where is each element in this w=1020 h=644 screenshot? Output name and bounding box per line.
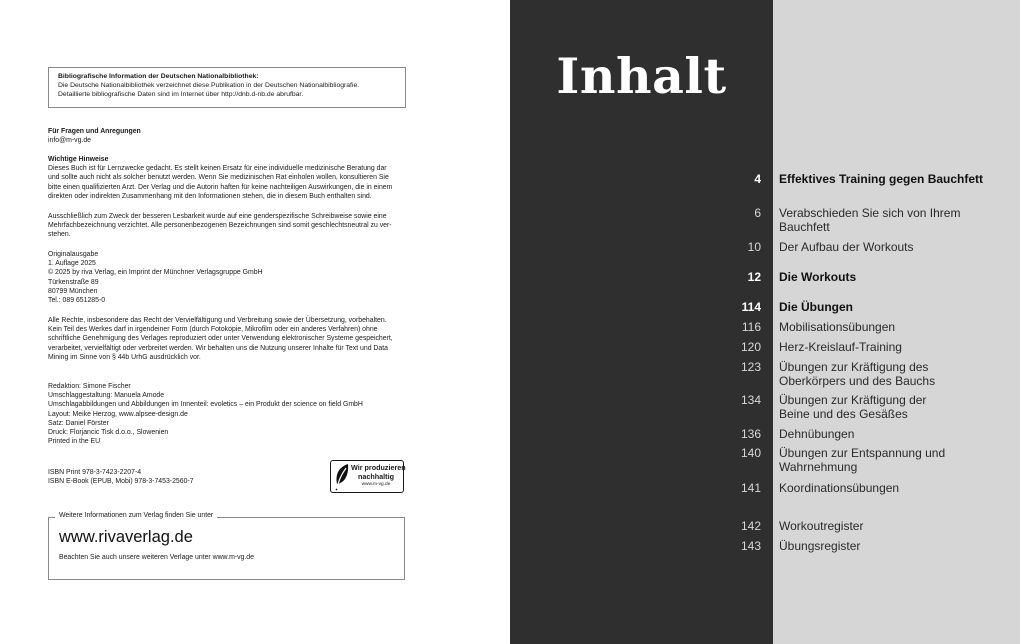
notes-heading: Wichtige Hinweise xyxy=(48,156,109,163)
bibliography-heading: Bibliografische Information der Deutschen Nationalbibliothek: xyxy=(58,73,259,80)
contact-block xyxy=(48,127,406,145)
toc-page-number: 136 xyxy=(740,427,761,441)
isbn-ebook: ISBN E-Book (EPUB, Mobi) 978-3-7453-2560-7 xyxy=(48,478,194,486)
toc-page-number: 12 xyxy=(747,270,761,284)
rights-line: Mining im Sinne von § 44b UrhG ausdrücklich vor. xyxy=(48,353,201,361)
toc-entry-label: Dehnübungen xyxy=(779,427,855,441)
contact-email[interactable]: info@m-vg.de xyxy=(48,137,91,145)
gender-note-block xyxy=(48,212,406,240)
notes-line: bitte einen qualifizierten Arzt. Der Verlag und die Autorin haften für keine nachteiligen Auswirkungen, die in einem xyxy=(48,183,393,191)
sustainability-text xyxy=(351,463,406,488)
credits-line: Satz: Daniel Förster xyxy=(48,419,109,427)
publisher-website-link[interactable]: www.rivaverlag.de xyxy=(59,528,193,546)
toc-page-number: 4 xyxy=(754,172,761,186)
gender-note-line: stehen. xyxy=(48,231,71,239)
toc-entry-label: Die Übungen xyxy=(779,300,853,314)
notes-line: und sollte auch nicht als solcher benutzt werden. Wenn Sie medizinischen Rat einholen wollen, konsultieren Sie xyxy=(48,174,389,182)
edition-line: © 2025 by riva Verlag, ein Imprint der Münchner Verlagsgruppe GmbH xyxy=(48,269,263,277)
edition-line: Türkenstraße 89 xyxy=(48,278,99,286)
contact-heading: Für Fragen und Anregungen xyxy=(48,128,141,135)
toc-entry-label: Koordinationsübungen xyxy=(779,481,900,495)
gender-note-line: Ausschließlich zum Zweck der besseren Lesbarkeit wurde auf eine genderspezifische Schreibweise sowie eine xyxy=(48,213,387,220)
credits-line: Redaktion: Simone Fischer xyxy=(48,383,131,390)
rights-line: schriftliche Genehmigung des Verlages reproduziert oder unter Verwendung elektronischer Systeme gespeichert, xyxy=(48,335,393,343)
notes-block xyxy=(48,155,406,201)
bibliography-line: Detaillierte bibliografische Daten sind im Internet über http://dnb.d-nb.de abrufbar. xyxy=(58,90,304,98)
bibliography-line: Die Deutsche Nationalbibliothek verzeichnet diese Publikation in der Deutschen Nationalbibliografie. xyxy=(58,81,360,89)
credits-line: Printed in the EU xyxy=(48,438,101,446)
toc-entry-label: Übungen zur Entspannung und Wahrnehmung xyxy=(779,446,946,474)
toc-page-number: 123 xyxy=(740,360,761,374)
publisher-info-note: Beachten Sie auch unsere weiteren Verlage unter www.m-vg.de xyxy=(59,554,254,561)
toc-entry-label: Die Workouts xyxy=(779,270,857,284)
edition-line: 80799 München xyxy=(48,287,98,295)
notes-line: direkten oder indirekten Zusammenhang mit den Informationen stehen, die in diesem Buch enthalten sind. xyxy=(48,192,372,200)
rights-line: verarbeitet, vervielfältigt oder verbreitet werden. Wir behalten uns die Nutzung unserer Inhalte für Text und Data xyxy=(48,344,388,352)
sustainability-badge xyxy=(330,460,404,493)
credits-line: Layout: Meike Herzog, www.alpsee-design.de xyxy=(48,410,188,418)
toc-page-number: 116 xyxy=(741,320,761,334)
toc-page-number: 114 xyxy=(741,300,761,314)
toc-page-number: 6 xyxy=(754,206,761,220)
credits-line: Druck: Florjancic Tisk d.o.o., Slowenien xyxy=(48,429,169,437)
rights-line: Alle Rechte, insbesondere das Recht der Vervielfältigung und Verbreitung sowie der Übersetzung, vorbehalten. xyxy=(48,317,387,324)
toc-entry-label: Verabschieden Sie sich von Ihrem Bauchfett xyxy=(779,206,961,234)
edition-line: 1. Auflage 2025 xyxy=(48,260,96,268)
toc-page-number: 140 xyxy=(740,446,761,460)
sustainability-url[interactable]: www.m-vg.de xyxy=(361,482,391,487)
publisher-info-legend: Weitere Informationen zum Verlag finden Sie unter xyxy=(55,511,217,521)
sustainability-line: Wir produzieren xyxy=(351,463,406,472)
toc-page-number: 120 xyxy=(740,340,761,354)
toc-entry-label: Übungen zur Kräftigung der Beine und des Gesäßes xyxy=(779,393,927,421)
credits-line: Umschlagabbildungen und Abbildungen im Innenteil: evoletics – ein Produkt der science on field GmbH xyxy=(48,401,363,409)
toc-entry-label: Workoutregister xyxy=(779,519,864,533)
isbn-print: ISBN Print 978-3-7423-2207-4 xyxy=(48,469,142,476)
toc-entry-label: Der Aufbau der Workouts xyxy=(779,240,914,254)
toc-page-number: 143 xyxy=(740,539,761,553)
gender-note-line: Mehrfachbezeichnung verzichtet. Alle personenbezogenen Bezeichnungen sind somit geschlechtsneutral zu ver- xyxy=(48,222,392,230)
credits-line: Umschlaggestaltung: Manuela Amode xyxy=(48,392,165,400)
toc-page-number: 10 xyxy=(747,240,761,254)
toc-entry-label: Übungsregister xyxy=(779,539,861,553)
rights-block xyxy=(48,316,406,362)
credits-block xyxy=(48,382,406,446)
edition-line: Tel.: 089 651285-0 xyxy=(48,297,106,305)
toc-entry-label: Mobilisationsübungen xyxy=(779,320,896,334)
toc-page-number: 141 xyxy=(740,481,761,495)
toc-entry-label: Effektives Training gegen Bauchfett xyxy=(779,172,984,186)
sustainability-line: nachhaltig xyxy=(358,471,394,481)
toc-page-number: 142 xyxy=(740,519,761,533)
toc-title: Inhalt xyxy=(556,47,727,105)
toc-entry-label: Herz-Kreislauf-Training xyxy=(779,340,902,354)
edition-line: Originalausgabe xyxy=(48,251,99,258)
toc-entry-label: Übungen zur Kräftigung des Oberkörpers und des Bauchs xyxy=(779,360,936,388)
rights-line: Kein Teil des Werkes darf in irgendeiner Form (durch Fotokopie, Mikrofilm oder ein anderes Verfahren) ohne xyxy=(48,326,378,334)
leaf-icon xyxy=(333,462,352,491)
bibliography-box xyxy=(48,67,406,108)
edition-block xyxy=(48,250,406,305)
toc-page-number: 134 xyxy=(740,393,761,407)
notes-line: Dieses Buch ist für Lernzwecke gedacht. Es stellt keinen Ersatz für eine individuelle medizinische Beratung dar xyxy=(48,165,387,173)
